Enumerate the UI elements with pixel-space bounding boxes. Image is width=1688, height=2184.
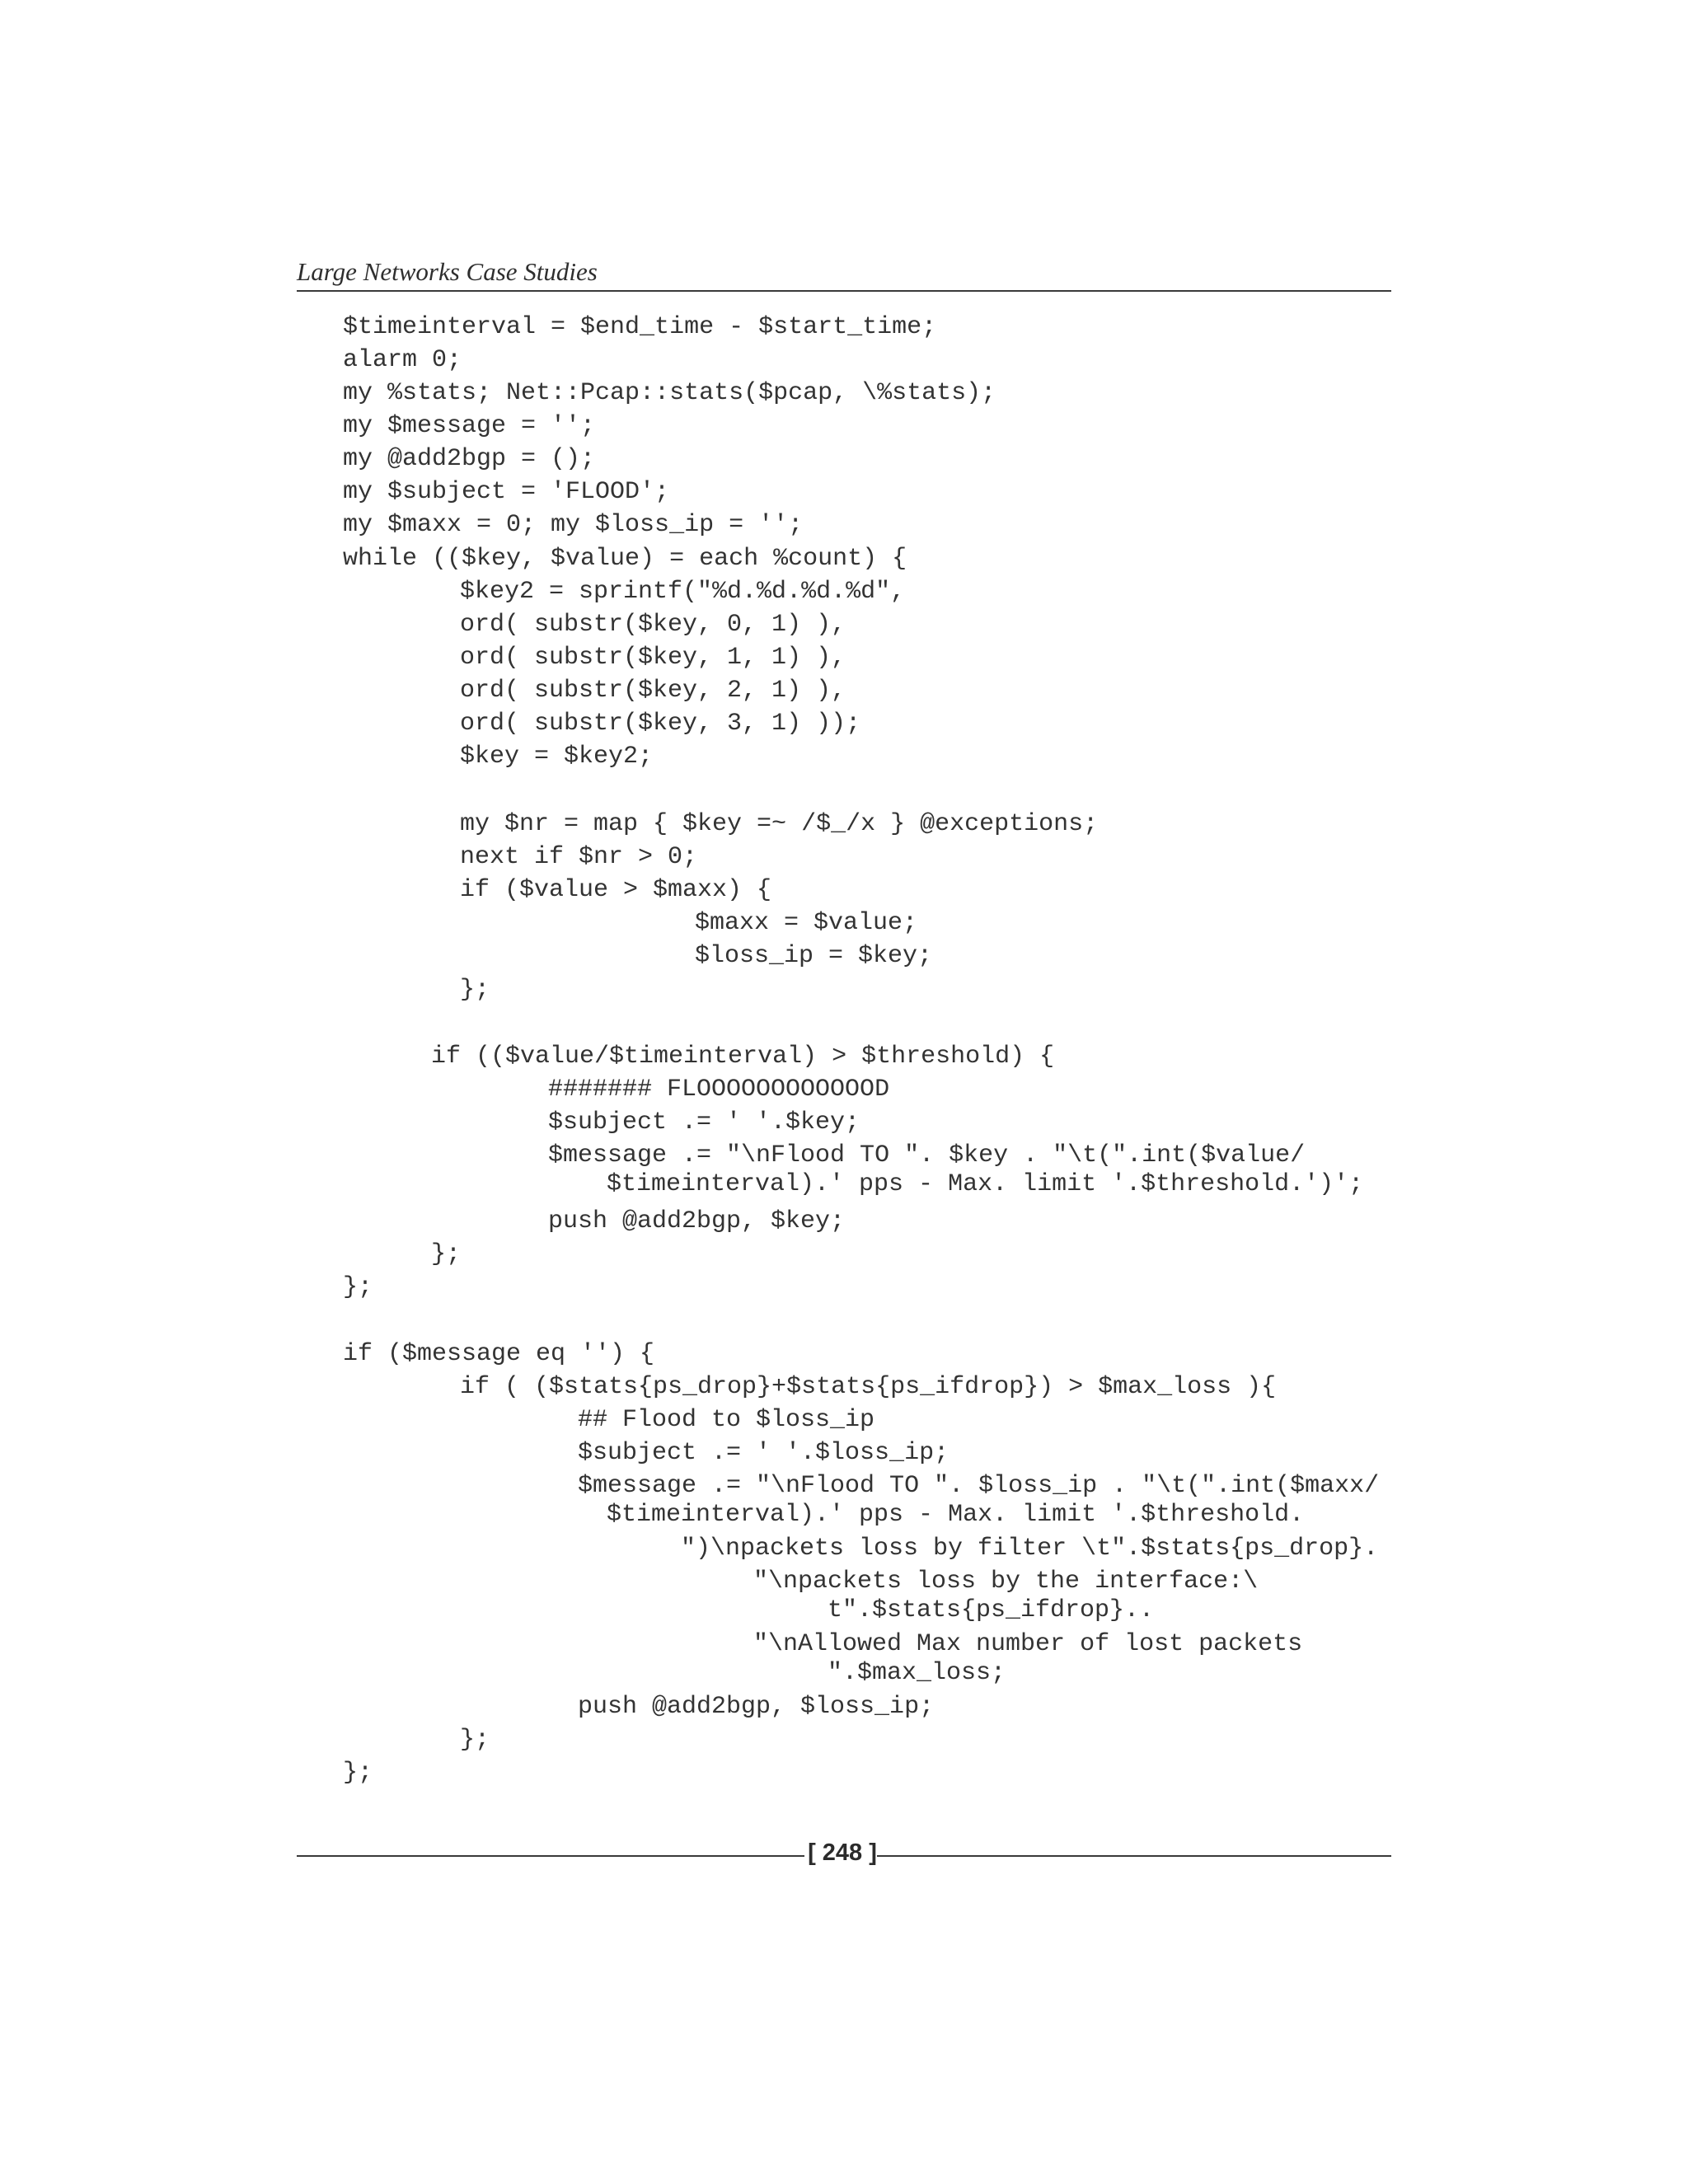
code-line: ## Flood to $loss_ip [578,1406,875,1434]
footer-rule-left [297,1855,804,1857]
code-line: $timeinterval = $end_time - $start_time; [343,313,937,341]
code-line: if (($value/$timeinterval) > $threshold) { [431,1043,1055,1071]
code-line: }; [460,976,490,1004]
code-line: my $subject = 'FLOOD'; [343,478,670,506]
code-line: $timeinterval).' pps - Max. limit '.$threshold. [607,1501,1305,1529]
code-line: ####### FLOOOOOOOOOOOOD [548,1076,890,1104]
code-line: $key2 = sprintf("%d.%d.%d.%d", [460,578,906,606]
code-line: while (($key, $value) = each %count) { [343,545,907,573]
code-line: my $maxx = 0; my $loss_ip = ''; [343,511,804,539]
code-line: }; [431,1240,462,1268]
code-line: if ( ($stats{ps_drop}+$stats{ps_ifdrop}) > $max_loss ){ [460,1373,1277,1401]
code-line: t".$stats{ps_ifdrop}.. [828,1596,1155,1624]
code-line: push @add2bgp, $loss_ip; [578,1693,935,1721]
code-line: $subject .= ' '.$loss_ip; [578,1439,950,1467]
code-line: next if $nr > 0; [460,843,698,871]
code-line: ord( substr($key, 0, 1) ), [460,611,846,639]
code-line: $message .= "\nFlood TO ". $loss_ip . "\t(".int($maxx/ [578,1472,1380,1500]
code-line: my @add2bgp = (); [343,445,596,473]
running-header-title: Large Networks Case Studies [297,257,598,286]
code-line: $maxx = $value; [695,909,918,937]
code-line: alarm 0; [343,346,462,374]
code-line: }; [460,1726,490,1754]
code-line: my %stats; Net::Pcap::stats($pcap, \%stats); [343,379,996,407]
page-number: [ 248 ] [808,1840,877,1866]
page-footer [297,1838,1391,1874]
code-line: }; [343,1759,373,1787]
code-line: if ($value > $maxx) { [460,876,772,904]
code-line: ".$max_loss; [828,1659,1006,1687]
code-line: push @add2bgp, $key; [548,1207,846,1235]
code-line: "\nAllowed Max number of lost packets [753,1630,1303,1658]
code-line: $message .= "\nFlood TO ". $key . "\t(".int($value/ [548,1141,1306,1169]
code-line: $subject .= ' '.$key; [548,1108,860,1137]
code-line: $loss_ip = $key; [695,942,933,970]
code-line: $timeinterval).' pps - Max. limit '.$threshold.')'; [607,1170,1364,1198]
code-line: ord( substr($key, 2, 1) ), [460,677,846,705]
code-line: ord( substr($key, 1, 1) ), [460,644,846,672]
code-line: my $message = ''; [343,412,596,440]
code-line: my $nr = map { $key =~ /$_/x } @exceptions; [460,810,1099,838]
code-line: $key = $key2; [460,743,654,771]
footer-rule-right [877,1855,1391,1857]
code-line: if ($message eq '') { [343,1340,655,1368]
code-line: ord( substr($key, 3, 1) )); [460,710,861,738]
code-line: ")\npackets loss by filter \t".$stats{ps_drop}. [681,1535,1379,1563]
code-line: "\npackets loss by the interface:\ [753,1568,1259,1596]
code-line: }; [343,1273,373,1301]
